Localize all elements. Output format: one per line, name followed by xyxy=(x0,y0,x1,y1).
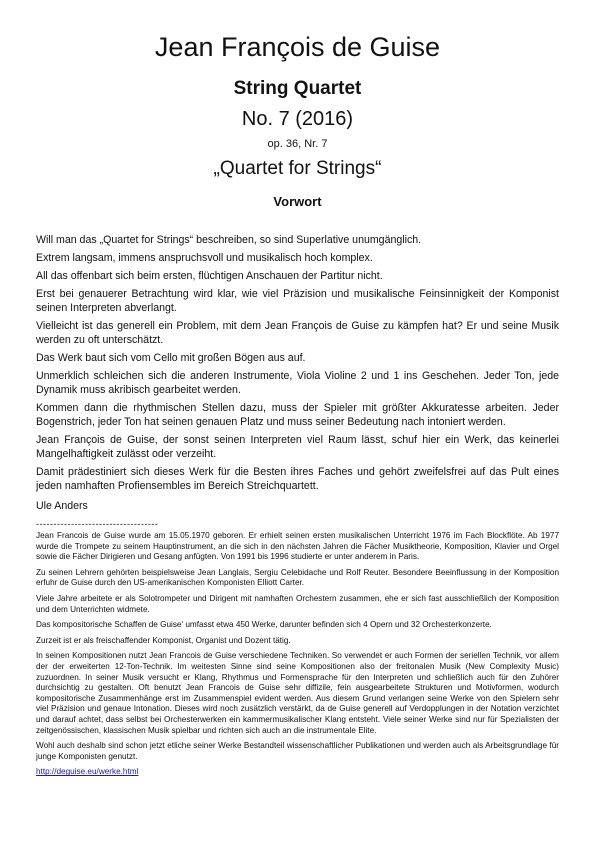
work-number: No. 7 (2016) xyxy=(241,108,354,130)
biography-text xyxy=(36,531,559,783)
work-subtitle: „Quartet for Strings“ xyxy=(213,158,382,179)
foreword-paragraph: Damit prädestiniert sich dieses Werk für die Besten ihres Faches und gehört zweifelsfrei auf das Pult eines jeden namhaften Profiensembles im Bereich Streichquartett. xyxy=(36,466,559,492)
composer-name: Jean François de Guise xyxy=(154,32,441,62)
foreword-paragraph: Extrem langsam, immens anspruchsvoll und musikalisch hoch komplex. xyxy=(36,252,373,264)
foreword-paragraph: Das Werk baut sich vom Cello mit großen Bögen aus auf. xyxy=(36,352,306,364)
works-link[interactable]: http://deguise.eu/werke.html xyxy=(36,767,139,777)
biography-paragraph: Das kompositorische Schaffen de Guise' umfasst etwa 450 Werke, darunter befinden sich 4 Opern und 32 Orchesterkonzerte. xyxy=(36,620,492,630)
foreword-text xyxy=(36,233,559,535)
foreword-paragraph: Jean François de Guise, der sonst seinen Interpreten viel Raum lässt, schuf hier ein Werk, das keinerlei Mangelhaftigkeit zulässt oder verzeiht. xyxy=(36,434,559,460)
work-title: String Quartet xyxy=(233,78,362,99)
biography-paragraph: Viele Jahre arbeitete er als Solotrompeter und Dirigent mit namhaften Orchestern zusammen, ehe er sich fast ausschließlich der Komposition und dem Unterrichten widmete. xyxy=(36,593,559,614)
biography-paragraph: Zurzeit ist er als freischaffender Komponist, Organist und Dozent tätig. xyxy=(36,635,291,645)
biography-paragraph: In seinen Kompositionen nutzt Jean Francois de Guise verschiedene Techniken. So verwendet er auch Formen der seriellen Technik, vor allem der der erweiterten 12-Ton-Technik. Im weitesten Sinne sind seine Kompositionen also der freitonalen Musik (New Complexity Music) zuzuordnen. In seiner Musik versucht er Klang, Rhythmus und Formensprache für den Interpreten und schließlich auch für den Zuhörer durchsichtig zu gestalten. Oft benutzt Jean Francois de Guise sehr diffizile, fein ausgearbeitete Strukturen und Motivformen, wodurch kompositorische Zusammenhänge erst im Zusammenspiel evident werden. Aus diesem Grund verlangen seine Werke von den Spielern sehr viel Präzision und genaue Intonation. Dieses wird noch zusätzlich verstärkt, da de Guise generell auf Verdopplungen in der Notation verzichtet und darauf achtet, dass selbst bei Orchesterwerken ein kammermusikalischer Klang entsteht. Viele seiner Werke sind nur für Spezialisten der zeitgenössischen, klassischen Musik spielbar und richten sich auch an die instrumentale Elite. xyxy=(36,651,559,735)
separator-line: ----------------------------------- xyxy=(36,519,159,529)
foreword-paragraph: All das offenbart sich beim ersten, flüchtigen Anschauen der Partitur nicht. xyxy=(36,270,383,282)
foreword-paragraph: Unmerklich schleichen sich die anderen Instrumente, Viola Violine 2 und 1 ins Geschehen. Jeder Ton, jede Dynamik muss akribisch gearbeitet werden. xyxy=(36,370,559,396)
foreword-paragraph: Kommen dann die rhythmischen Stellen dazu, muss der Spieler mit größter Akkuratesse arbeiten. Jeder Bogenstrich, jeder Ton hat seinen genauen Platz und muss seiner Bedeutung nach intoniert werden. xyxy=(36,402,559,428)
foreword-author: Ule Anders xyxy=(36,500,88,512)
biography-paragraph: Wohl auch deshalb sind schon jetzt etliche seiner Werke Bestandteil wissenschaftlicher Publikationen und werden auch als Arbeitsgrundlage für junge Komponisten genutzt. xyxy=(36,741,559,761)
biography-paragraph: Zu seinen Lehrern gehörten beispielsweise Jean Langlais, Sergiu Celebidache und Rolf Reuter. Besondere Beeinflussung in der Komposition erfuhr de Guise durch den US-amerikanischen Komponisten Elliott Carter. xyxy=(36,567,559,588)
opus-number: op. 36, Nr. 7 xyxy=(267,138,328,150)
foreword-paragraph: Erst bei genauerer Betrachtung wird klar, wie viel Präzision und musikalische Feinsinnigkeit der Komponist seinen Interpreten abverlangt. xyxy=(36,288,559,314)
foreword-paragraph: Vielleicht ist das generell ein Problem, mit dem Jean François de Guise zu kämpfen hat? Er und seine Musik werden zu oft unterschätzt. xyxy=(36,320,559,346)
foreword-paragraph: Will man das „Quartet for Strings“ beschreiben, so sind Superlative unumgänglich. xyxy=(36,234,422,246)
biography-paragraph: Jean Francois de Guise wurde am 15.05.1970 geboren. Er erhielt seinen ersten musikalischen Unterricht 1976 im Fach Blockflöte. Ab 1977 wurde die Trompete zu seinem Hauptinstrument, an die sich in den nächsten Jahren die Fächer Musiktheorie, Komposition, Klavier und Orgel sowie die Fächer Dirigieren und Gesang anfügten. Von 1991 bis 1996 studierte er unter anderem in Paris. xyxy=(36,531,559,562)
section-heading: Vorwort xyxy=(273,194,322,209)
